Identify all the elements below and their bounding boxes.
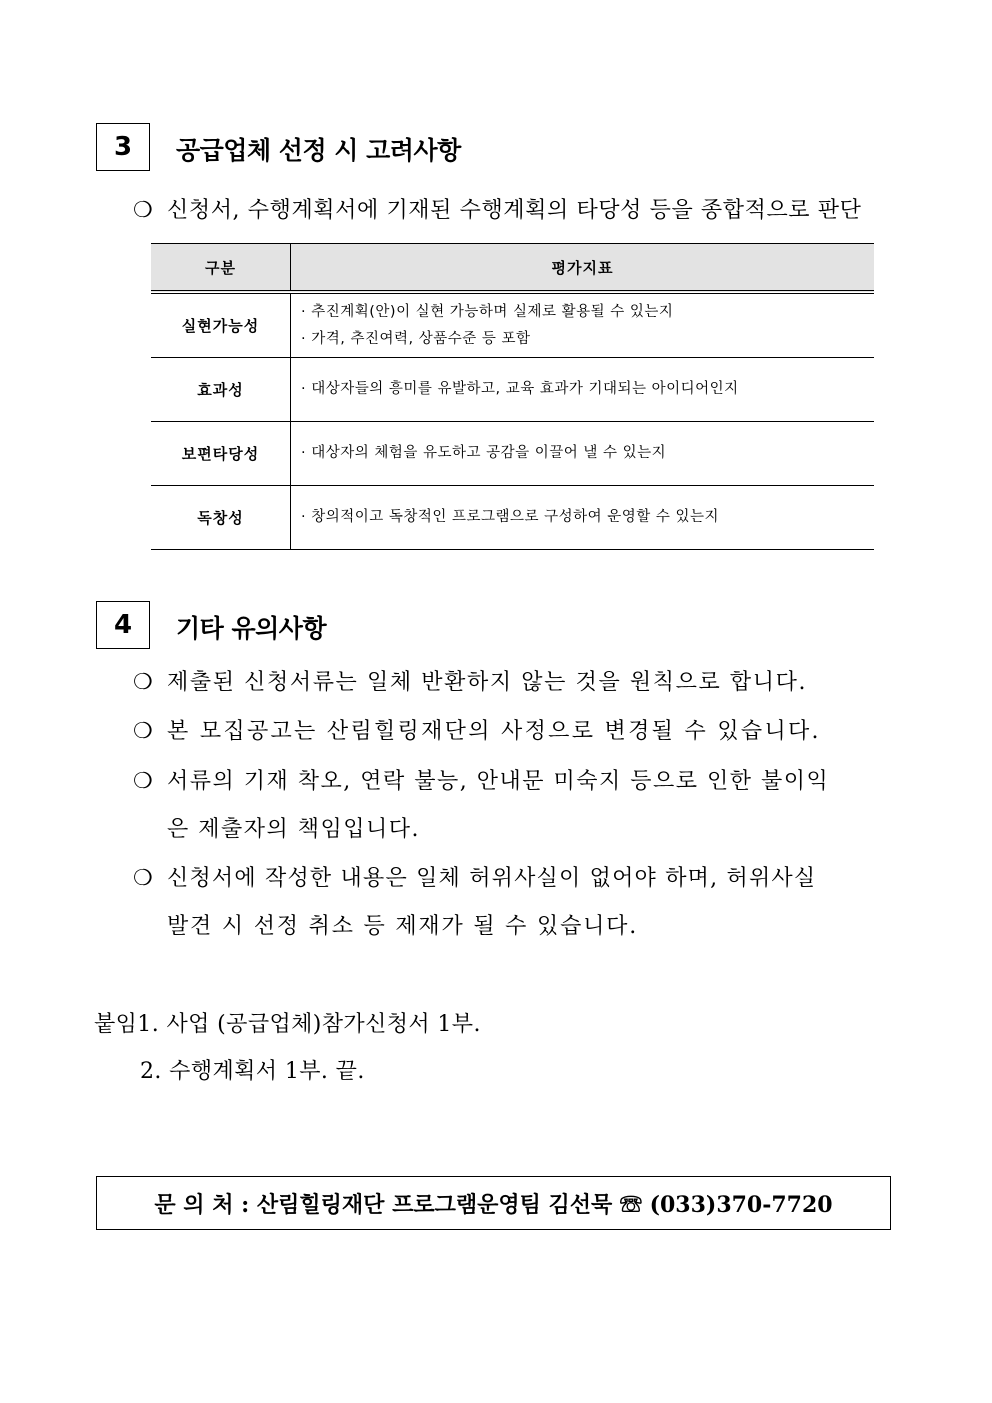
section-4-number-box <box>96 601 150 649</box>
section-3-bullet-text: 신청서, 수행계획서에 기재된 수행계획의 타당성 등을 종합적으로 판단 <box>167 198 862 223</box>
table-header-category: 구분 <box>151 244 291 293</box>
table-cell-indicator <box>291 358 875 422</box>
table-cell-indicator <box>291 292 875 358</box>
section-4-item <box>133 864 816 894</box>
indicator-line: · 창의적이고 독창적인 프로그램으로 구성하여 운영할 수 있는지 <box>301 509 720 525</box>
bullet-circle-icon: ❍ <box>133 719 156 744</box>
table-row <box>151 358 874 422</box>
section-3-number: 3 <box>113 132 133 162</box>
bullet-circle-icon: ❍ <box>133 198 154 223</box>
table-cell-indicator <box>291 422 875 486</box>
table-cell-indicator <box>291 486 875 550</box>
attachment-line-2: 2. 수행계획서 1부. 끝. <box>140 1059 365 1084</box>
section-4-item-text: 서류의 기재 착오, 연락 불능, 안내문 미숙지 등으로 인한 불이익 <box>167 769 830 794</box>
table-row <box>151 422 874 486</box>
section-3-title: 공급업체 선정 시 고려사항 <box>176 136 461 165</box>
section-4-item-text: 본 모집공고는 산림힐링재단의 사정으로 변경될 수 있습니다. <box>167 719 821 744</box>
table-row <box>151 292 874 358</box>
evaluation-table <box>151 243 874 550</box>
attachment-line-1: 붙임1. 사업 (공급업체)참가신청서 1부. <box>94 1012 481 1037</box>
table-header-row <box>151 244 874 293</box>
section-4-title: 기타 유의사항 <box>176 614 327 643</box>
indicator-line: · 가격, 추진여력, 상품수준 등 포함 <box>301 330 531 347</box>
table-cell-category: 독창성 <box>151 486 291 550</box>
section-4-item-continuation: 발견 시 선정 취소 등 제재가 될 수 있습니다. <box>167 914 639 939</box>
indicator-line: · 대상자의 체험을 유도하고 공감을 이끌어 낼 수 있는지 <box>301 445 667 461</box>
bullet-circle-icon: ❍ <box>133 769 155 794</box>
indicator-line: · 대상자들의 흥미를 유발하고, 교육 효과가 기대되는 아이디어인지 <box>301 381 739 397</box>
contact-text: 문 의 처 : 산림힐링재단 프로그램운영팀 김선묵 ☏ (033)370-7720 <box>154 1191 833 1218</box>
bullet-circle-icon: ❍ <box>133 670 155 695</box>
indicator-line: · 추진계획(안)이 실현 가능하며 실제로 활용될 수 있는지 <box>301 303 674 320</box>
section-4-item-text: 신청서에 작성한 내용은 일체 허위사실이 없어야 하며, 허위사실 <box>167 866 817 891</box>
section-3-bullet <box>133 196 861 226</box>
section-4-item-text: 제출된 신청서류는 일체 반환하지 않는 것을 원칙으로 합니다. <box>167 670 808 695</box>
table-row <box>151 486 874 550</box>
table-cell-category: 보편타당성 <box>151 422 291 486</box>
table-cell-category: 효과성 <box>151 358 291 422</box>
section-4-item <box>133 717 821 747</box>
section-4-item <box>133 767 829 797</box>
table-header-indicator: 평가지표 <box>291 244 875 293</box>
bullet-circle-icon: ❍ <box>133 866 154 891</box>
table-cell-category: 실현가능성 <box>151 292 291 358</box>
section-4-item <box>133 668 807 698</box>
contact-box <box>96 1176 891 1230</box>
section-3-number-box <box>96 123 150 171</box>
section-4-item-continuation: 은 제출자의 책임입니다. <box>167 817 421 842</box>
section-4-number: 4 <box>113 610 133 640</box>
